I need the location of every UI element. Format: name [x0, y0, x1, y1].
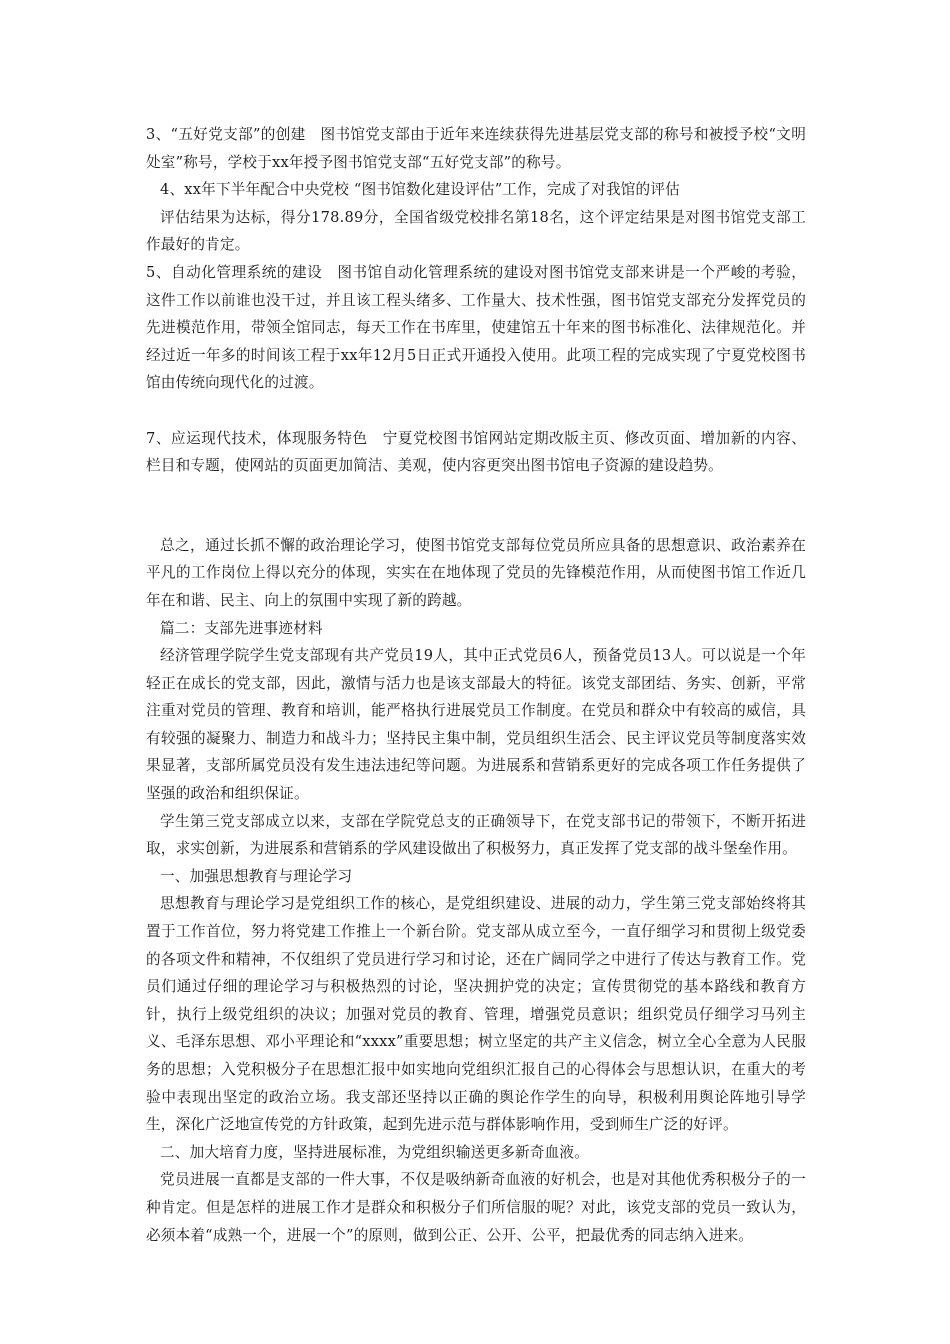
section-heading-1: 一、加强思想教育与理论学习 — [160, 867, 353, 885]
paragraph-branch-founding: 学生第三党支部成立以来，支部在学院党总支的正确领导下，在党支部书记的带领下，不断开拓进取，求实创新，为进展系和营销系的学风建设做出了积极努力，真正发挥了党支部的战斗堡垒作用。 — [146, 812, 806, 858]
document-body — [146, 121, 806, 1249]
section-heading-2: 二、加大培育力度，坚持进展标准，为党组织输送更多新奇血液。 — [160, 1143, 590, 1161]
paragraph-item-5: 5、自动化管理系统的建设 图书馆自动化管理系统的建设对图书馆党支部来讲是一个严峻的考验，这件工作以前谁也没干过，并且该工程头绪多、工作量大、技术性强，图书馆党支部充分发挥党员的先进模范作用，带领全馆同志，每天工作在书库里，使建馆五十年来的图书标准化、法律规范化。并经过近一年多的时间该工程于xx年12月5日正式开通投入使用。此项工程的完成实现了宁夏党校图书馆由传统向现代化的过渡。 — [146, 263, 806, 392]
section-heading-part2: 篇二：支部先进事迹材料 — [160, 619, 323, 637]
paragraph-summary: 总之，通过长抓不懈的政治理论学习，使图书馆党支部每位党员所应具备的思想意识、政治素养在平凡的工作岗位上得以充分的体现，实实在在地体现了党员的先锋模范作用，从而使图书馆工作近几年在和谐、民主、向上的氛围中实现了新的跨越。 — [146, 536, 806, 609]
paragraph-item-3: 3、“五好党支部”的创建 图书馆党支部由于近年来连续获得先进基层党支部的称号和被授予校“文明处室”称号，学校于xx年授予图书馆党支部“五好党支部”的称号。 — [146, 126, 806, 171]
paragraph-branch-intro: 经济管理学院学生党支部现有共产党员19人，其中正式党员6人，预备党员13人。可以说是一个年轻正在成长的党支部，因此，激情与活力也是该支部最大的特征。该党支部团结、务实、创新，平常注重对党员的管理、教育和培训，能严格执行进展党员工作制度。在党员和群众中有较高的威信，具有较强的凝聚力、制造力和战斗力；坚持民主集中制，党员组织生活会、民主评议党员等制度落实效果显著，支部所属党员没有发生违法违纪等问题。为进展系和营销系更好的完成各项工作任务提供了坚强的政治和组织保证。 — [146, 647, 806, 803]
paragraph-item-4: 4、xx年下半年配合中央党校 “图书馆数化建设评估”工作，完成了对我馆的评估 — [160, 181, 680, 199]
paragraph-member-development: 党员进展一直都是支部的一件大事，不仅是吸纳新奇血液的好机会，也是对其他优秀积极分子的一种肯定。但是怎样的进展工作才是群众和积极分子们所信服的呢？对此，该党支部的党员一致认为，必须本着“成熟一个，进展一个”的原则，做到公正、公开、公平，把最优秀的同志纳入进来。 — [146, 1171, 806, 1244]
paragraph-evaluation-result: 评估结果为达标，得分178.89分，全国省级党校排名第18名，这个评定结果是对图书馆党支部工作最好的肯定。 — [146, 208, 806, 254]
paragraph-item-7: 7、应运现代技术，体现服务特色 宁夏党校图书馆网站定期改版主页、修改页面、增加新的内容、栏目和专题，使网站的页面更加简洁、美观，使内容更突出图书馆电子资源的建设趋势。 — [146, 429, 806, 475]
paragraph-theory-study: 思想教育与理论学习是党组织工作的核心，是党组织建设、进展的动力，学生第三党支部始终将其置于工作首位，努力将党建工作推上一个新台阶。党支部从成立至今，一直仔细学习和贯彻上级党委的各项文件和精神，不仅组织了党员进行学习和讨论，还在广阔同学之中进行了传达与教育工作。党员们通过仔细的理论学习与积极热烈的讨论，坚决拥护党的决定；宣传贯彻党的基本路线和教育方针，执行上级党组织的决议；加强对党员的教育、管理，增强党员意识；组织党员仔细学习马列主义、毛泽东思想、邓小平理论和“xxxx”重要思想；树立坚定的共产主义信念，树立全心全意为人民服务的思想；入党积极分子在思想汇报中如实地向党组织汇报自己的心得体会与思想认识，在重大的考验中表现出坚定的政治立场。我支部还坚持以正确的舆论作学生的向导，积极利用舆论阵地引导学生，深化广泛地宣传党的方针政策，起到先进示范与群体影响作用，受到师生广泛的好评。 — [146, 895, 806, 1134]
blank-line — [146, 397, 806, 425]
blank-space — [146, 480, 806, 532]
